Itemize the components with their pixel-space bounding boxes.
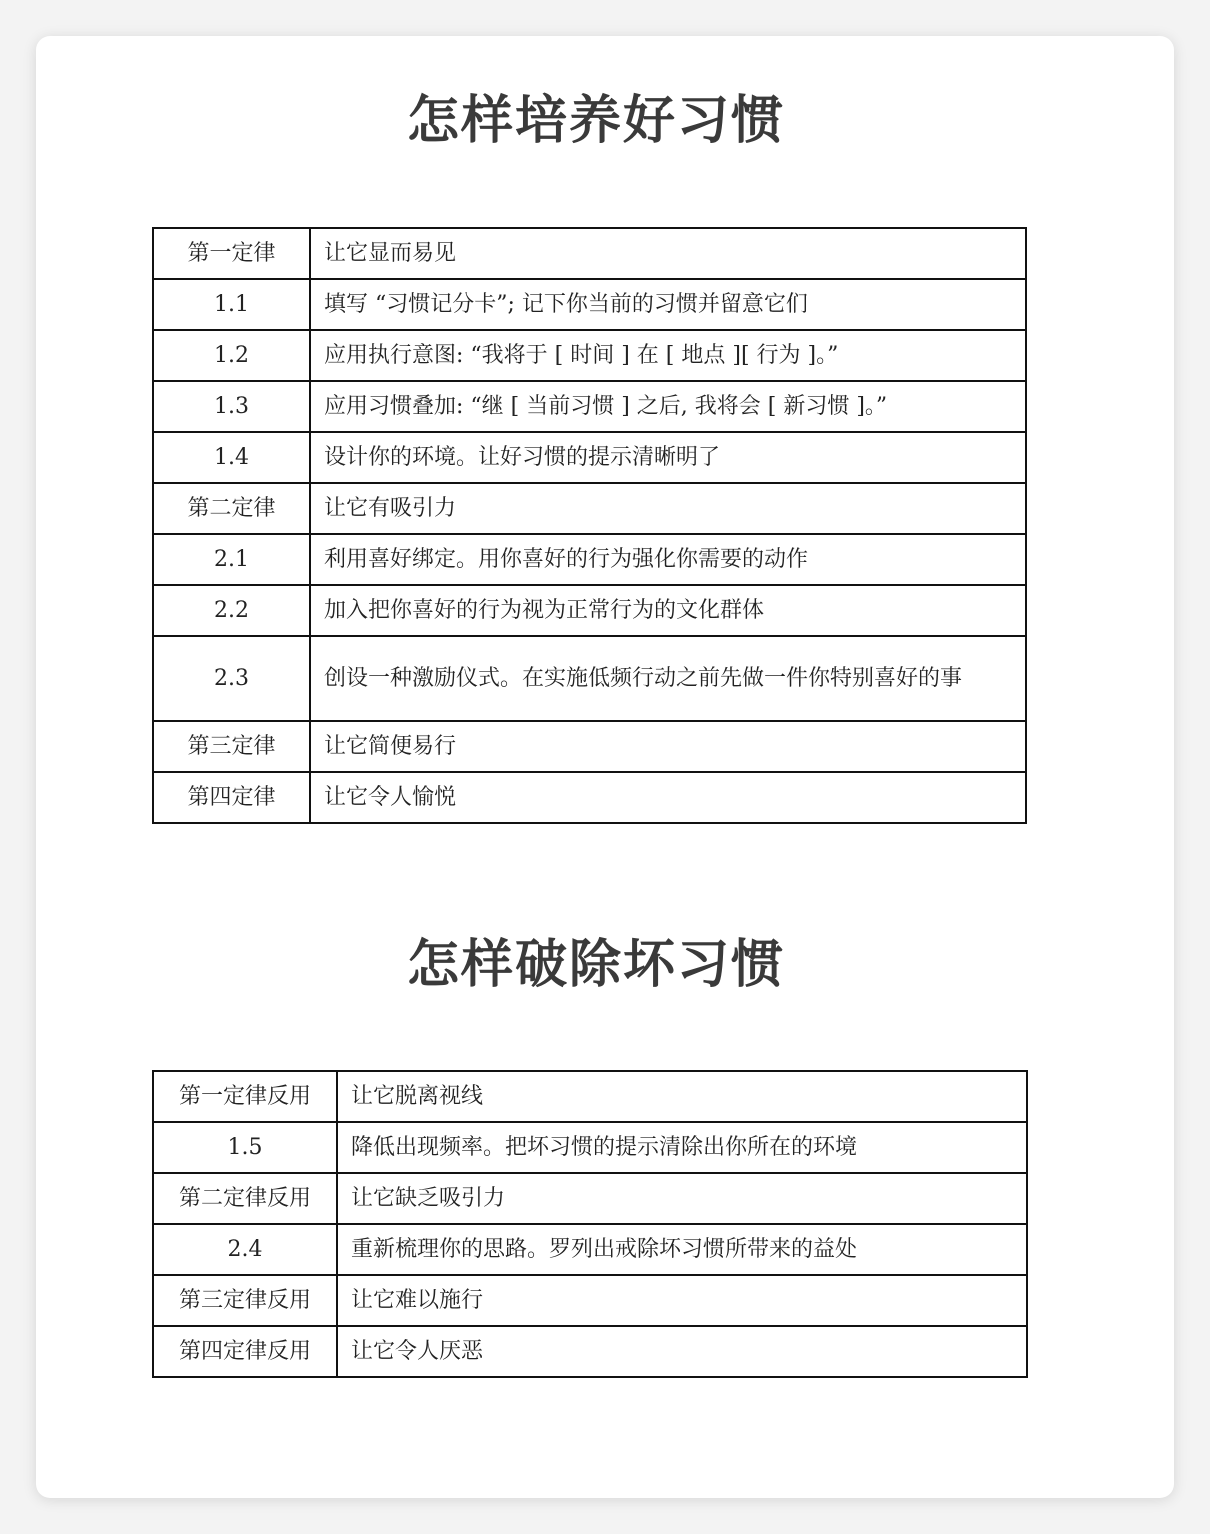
row-text: 让它难以施行 bbox=[337, 1275, 1027, 1326]
row-text: 利用喜好绑定。用你喜好的行为强化你需要的动作 bbox=[310, 534, 1026, 585]
bad-habits-title: 怎样破除坏习惯 bbox=[406, 935, 785, 995]
good-habits-table bbox=[152, 227, 1027, 824]
table-row bbox=[153, 1173, 1027, 1224]
row-number: 2.2 bbox=[153, 585, 310, 636]
row-number: 第二定律反用 bbox=[153, 1173, 337, 1224]
table-row bbox=[153, 1224, 1027, 1275]
row-text: 让它令人厌恶 bbox=[337, 1326, 1027, 1377]
table-row bbox=[153, 534, 1026, 585]
table-row bbox=[153, 483, 1026, 534]
row-text: 加入把你喜好的行为视为正常行为的文化群体 bbox=[310, 585, 1026, 636]
row-number: 第一定律反用 bbox=[153, 1071, 337, 1122]
row-number: 第一定律 bbox=[153, 228, 310, 279]
table-row bbox=[153, 228, 1026, 279]
row-number: 2.3 bbox=[153, 636, 310, 721]
table-row bbox=[153, 279, 1026, 330]
table-row bbox=[153, 585, 1026, 636]
row-number: 2.1 bbox=[153, 534, 310, 585]
row-number: 1.5 bbox=[153, 1122, 337, 1173]
row-text: 设计你的环境。让好习惯的提示清晰明了 bbox=[310, 432, 1026, 483]
row-number: 2.4 bbox=[153, 1224, 337, 1275]
table-row bbox=[153, 1326, 1027, 1377]
row-number: 1.4 bbox=[153, 432, 310, 483]
row-text: 让它缺乏吸引力 bbox=[337, 1173, 1027, 1224]
row-text: 应用执行意图: “我将于 [ 时间 ] 在 [ 地点 ][ 行为 ]。” bbox=[310, 330, 1026, 381]
row-number: 第四定律 bbox=[153, 772, 310, 823]
row-number: 1.2 bbox=[153, 330, 310, 381]
row-text: 让它显而易见 bbox=[310, 228, 1026, 279]
bad-habits-table bbox=[152, 1070, 1028, 1378]
table-row bbox=[153, 636, 1026, 721]
row-number: 1.1 bbox=[153, 279, 310, 330]
table-row bbox=[153, 381, 1026, 432]
table-row bbox=[153, 1071, 1027, 1122]
table-row bbox=[153, 1122, 1027, 1173]
table-row bbox=[153, 432, 1026, 483]
table-row bbox=[153, 721, 1026, 772]
row-number: 第三定律 bbox=[153, 721, 310, 772]
document-card bbox=[36, 36, 1174, 1498]
table-row bbox=[153, 772, 1026, 823]
good-habits-title: 怎样培养好习惯 bbox=[406, 91, 785, 151]
row-number: 第三定律反用 bbox=[153, 1275, 337, 1326]
table-row bbox=[153, 1275, 1027, 1326]
row-number: 第二定律 bbox=[153, 483, 310, 534]
row-text: 降低出现频率。把坏习惯的提示清除出你所在的环境 bbox=[337, 1122, 1027, 1173]
row-text: 让它有吸引力 bbox=[310, 483, 1026, 534]
row-text: 让它脱离视线 bbox=[337, 1071, 1027, 1122]
row-text: 应用习惯叠加: “继 [ 当前习惯 ] 之后, 我将会 [ 新习惯 ]。” bbox=[310, 381, 1026, 432]
row-text: 创设一种激励仪式。在实施低频行动之前先做一件你特别喜好的事 bbox=[310, 636, 1026, 721]
row-number: 第四定律反用 bbox=[153, 1326, 337, 1377]
row-text: 让它简便易行 bbox=[310, 721, 1026, 772]
row-text: 重新梳理你的思路。罗列出戒除坏习惯所带来的益处 bbox=[337, 1224, 1027, 1275]
row-text: 让它令人愉悦 bbox=[310, 772, 1026, 823]
table-row bbox=[153, 330, 1026, 381]
row-number: 1.3 bbox=[153, 381, 310, 432]
row-text: 填写 “习惯记分卡”; 记下你当前的习惯并留意它们 bbox=[310, 279, 1026, 330]
